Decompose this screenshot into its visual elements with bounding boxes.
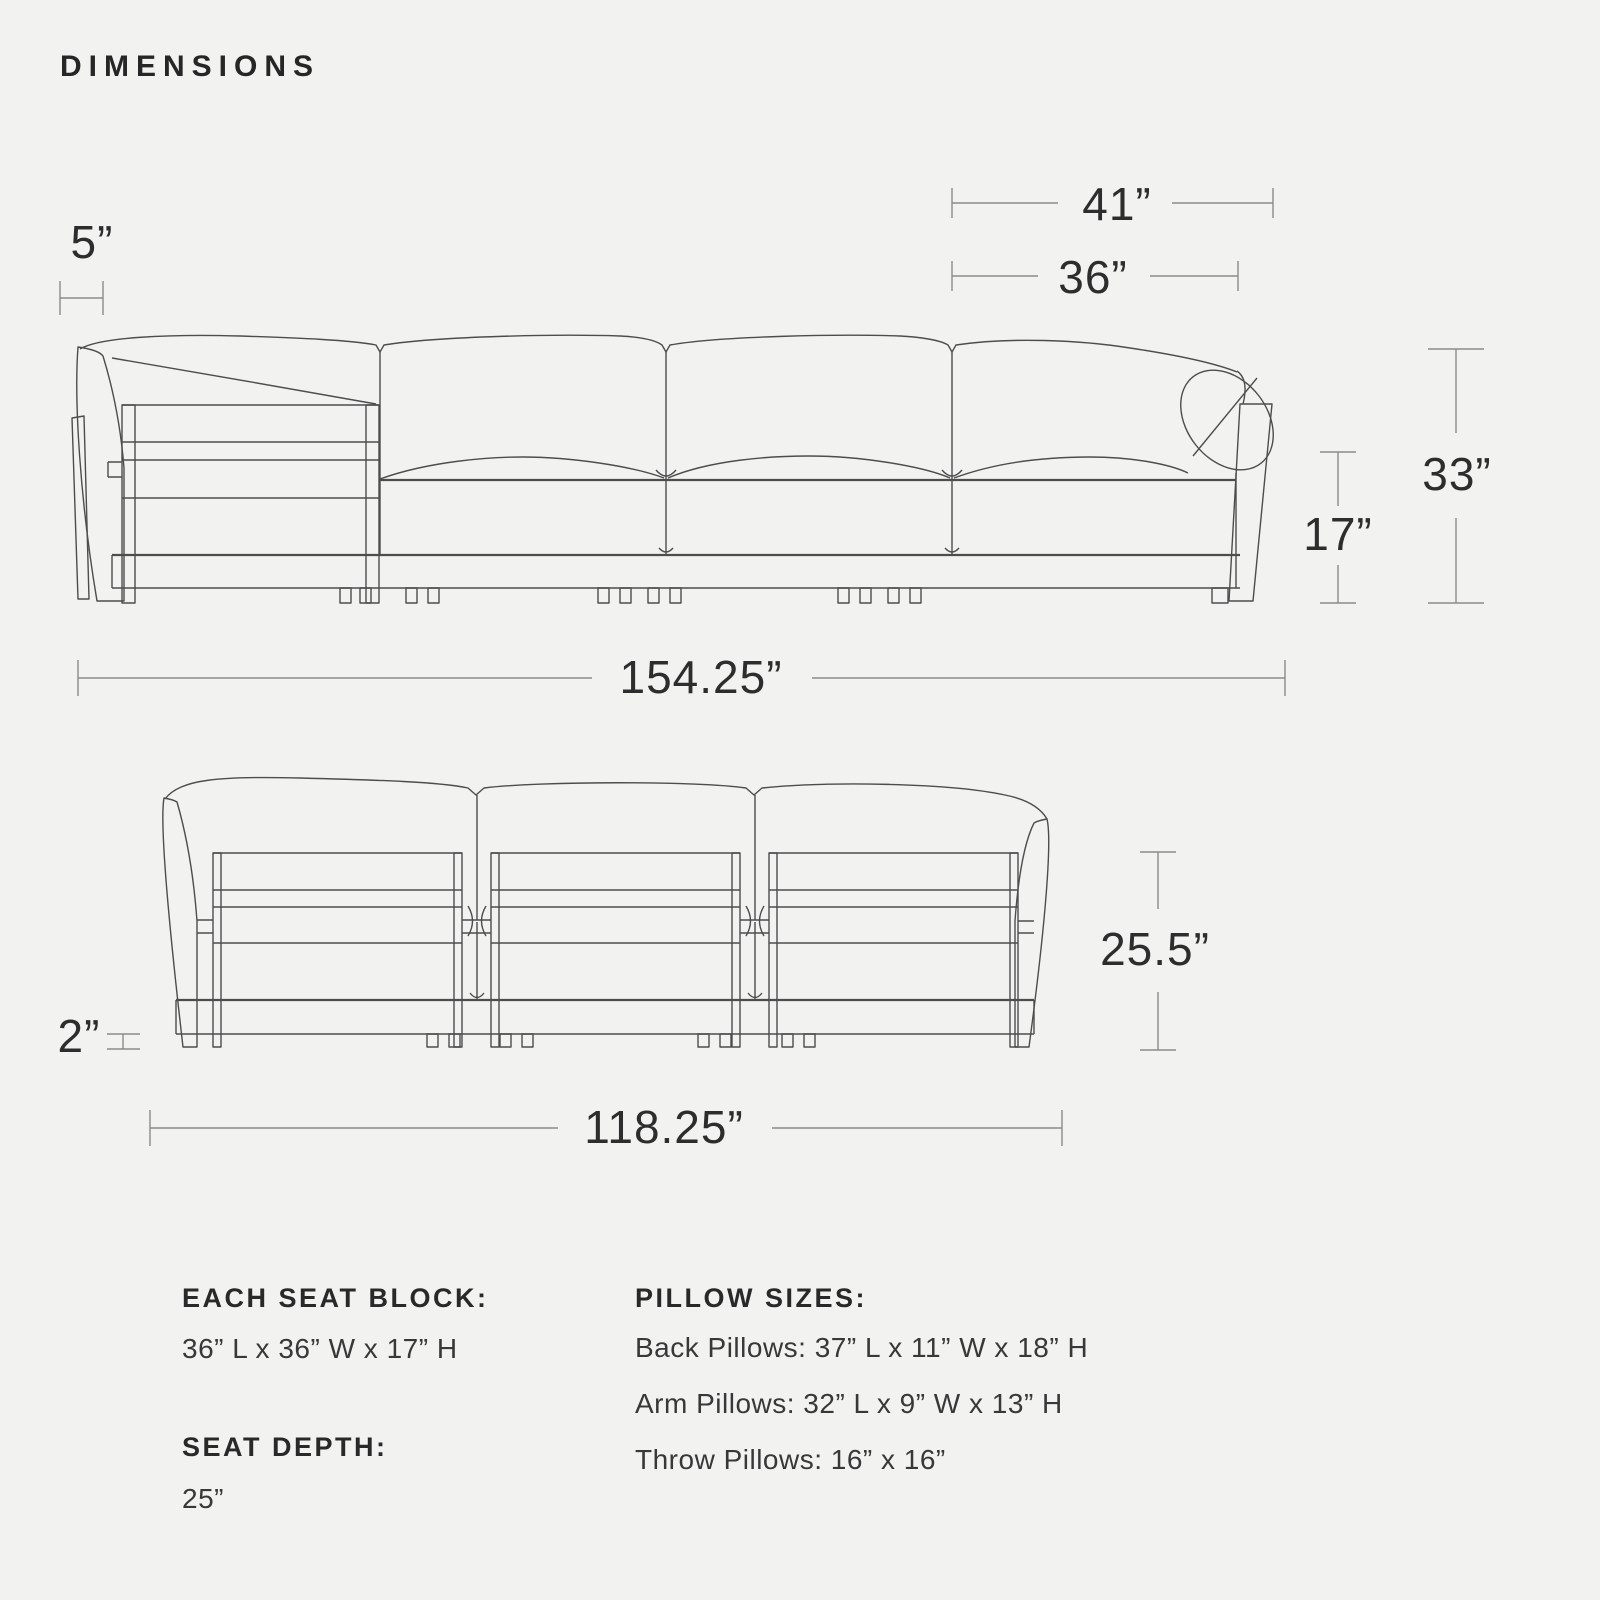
corner-frame: [108, 405, 379, 603]
dim-label-back-height: 25.5”: [1100, 923, 1210, 975]
rear-left-arm: [163, 798, 197, 1047]
dim-label-overall-height: 33”: [1422, 448, 1492, 500]
bolster-pillow: [1162, 352, 1293, 488]
pillow-sizes-heading: PILLOW SIZES:: [635, 1283, 867, 1313]
dim-label-seat-height: 17”: [1303, 508, 1373, 560]
dim-label-overall-width: 154.25”: [619, 651, 783, 703]
dim-label-front-arm-width: 5”: [70, 216, 114, 268]
rear-frames: [213, 853, 1018, 1047]
seat-depth-value: 25”: [182, 1483, 224, 1514]
rear-view-legs: [427, 1034, 815, 1047]
pillow-size-back: Back Pillows: 37” L x 11” W x 18” H: [635, 1332, 1089, 1363]
pillow-size-arm: Arm Pillows: 32” L x 9” W x 13” H: [635, 1388, 1063, 1419]
dim-label-seat-with-arm-width: 41”: [1082, 178, 1152, 230]
page-title: DIMENSIONS: [60, 50, 321, 83]
seat-block-value: 36” L x 36” W x 17” H: [182, 1333, 458, 1364]
seat-depth-heading: SEAT DEPTH:: [182, 1432, 388, 1462]
dim-label-seat-width: 36”: [1058, 251, 1128, 303]
seat-block-heading: EACH SEAT BLOCK:: [182, 1283, 489, 1313]
dim-label-side-depth-width: 118.25”: [584, 1101, 744, 1153]
front-view-legs: [340, 588, 1228, 603]
sofa-rear-view-drawing: [163, 777, 1049, 1047]
sofa-front-view-drawing: [72, 335, 1292, 603]
pillow-size-throw: Throw Pillows: 16” x 16”: [635, 1444, 946, 1475]
dim-label-leg-height: 2”: [57, 1010, 101, 1062]
left-arm: [77, 347, 124, 601]
